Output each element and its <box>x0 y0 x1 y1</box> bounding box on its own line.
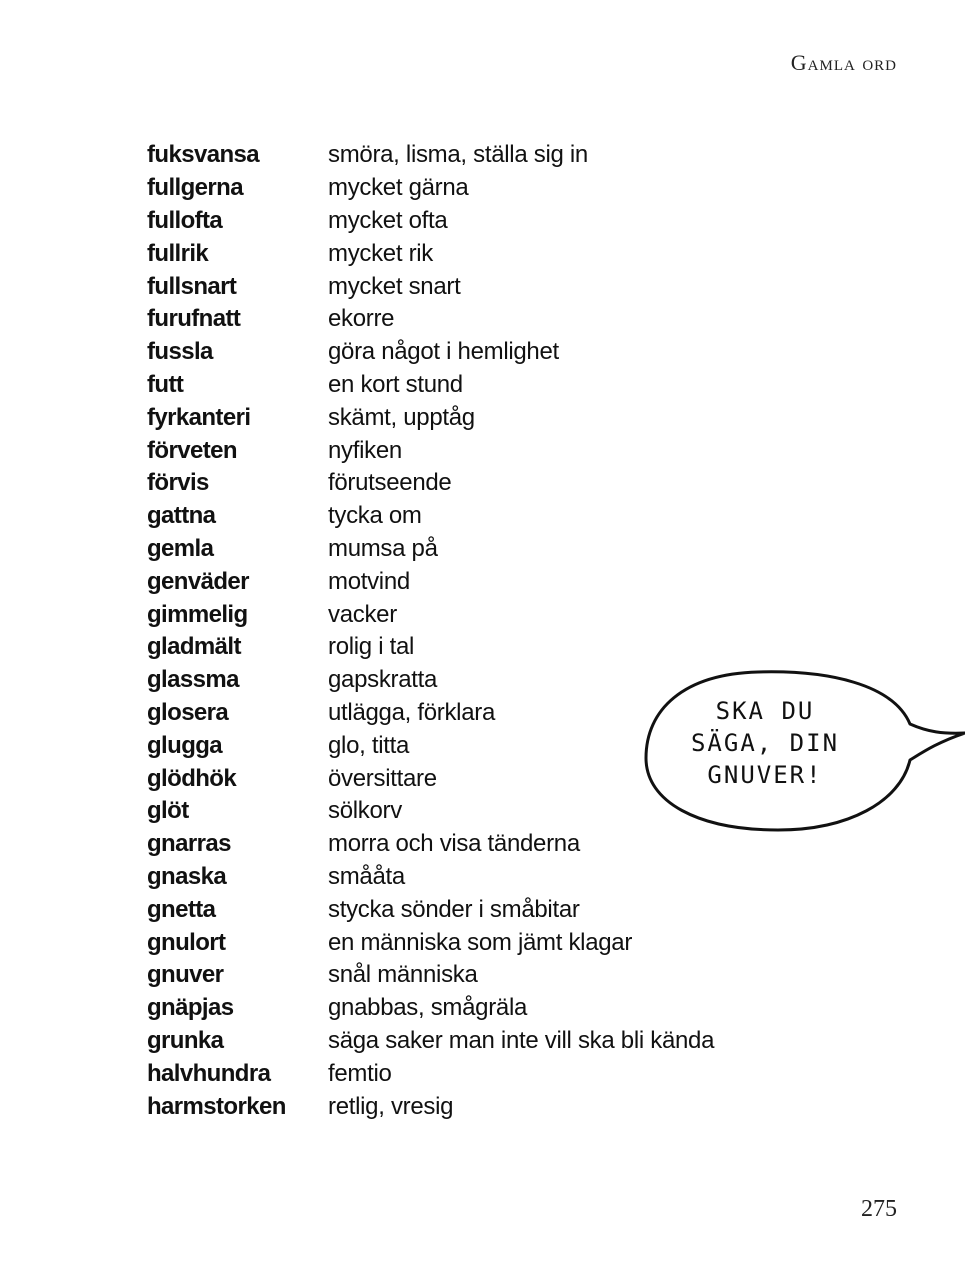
glossary-entry <box>147 1025 714 1058</box>
entry-term: fuksvansa <box>147 141 259 169</box>
entry-term: gnaska <box>147 862 227 890</box>
glossary-entry <box>147 172 714 205</box>
entry-term: gnäpjas <box>147 994 234 1022</box>
entry-term: genväder <box>147 567 249 595</box>
page-number: 275 <box>861 1196 897 1222</box>
glossary-entry <box>147 828 714 861</box>
entry-term: gnarras <box>147 830 231 858</box>
entry-definition: femtio <box>328 1059 392 1087</box>
entry-definition: mycket snart <box>328 272 461 300</box>
running-head-title: Gamla ord <box>790 50 897 75</box>
entry-definition: en människa som jämt klagar <box>328 928 633 956</box>
entry-definition: gapskratta <box>328 666 438 694</box>
entry-term: fussla <box>147 338 213 366</box>
entry-definition: glo, titta <box>328 731 410 759</box>
entry-definition: ekorre <box>328 305 395 333</box>
speech-bubble-line: SÄGA, DIN <box>690 729 840 757</box>
entry-definition: retlig, vresig <box>328 1092 454 1120</box>
glossary-entry <box>147 861 714 894</box>
entry-term: futt <box>147 370 184 398</box>
entry-definition: snål människa <box>328 961 478 989</box>
glossary-entry <box>147 565 714 598</box>
entry-term: halvhundra <box>147 1059 271 1087</box>
entry-term: fyrkanteri <box>147 403 251 431</box>
glossary-entry <box>147 369 714 402</box>
entry-definition: vacker <box>328 600 397 628</box>
glossary-entry <box>147 237 714 270</box>
entry-definition: mycket gärna <box>328 174 469 202</box>
entry-term: förvis <box>147 469 209 497</box>
glossary-entry <box>147 205 714 238</box>
entry-definition: stycka sönder i småbitar <box>328 895 580 923</box>
speech-bubble-text <box>660 695 870 791</box>
entry-definition: gnabbas, smågräla <box>328 994 528 1022</box>
glossary-entry <box>147 795 714 828</box>
glossary-entry <box>147 959 714 992</box>
glossary-entry <box>147 729 714 762</box>
glossary-entry <box>147 631 714 664</box>
speech-bubble-line: GNUVER! <box>707 761 823 789</box>
entry-term: gattna <box>147 502 216 530</box>
entry-term: furufnatt <box>147 305 241 333</box>
glossary-entry <box>147 336 714 369</box>
entry-definition: mycket ofta <box>328 206 448 234</box>
glossary-list <box>147 139 714 1123</box>
glossary-entry <box>147 303 714 336</box>
glossary-entry <box>147 598 714 631</box>
entry-term: gimmelig <box>147 600 248 628</box>
glossary-entry <box>147 926 714 959</box>
entry-definition: nyfiken <box>328 436 402 464</box>
entry-term: fullofta <box>147 206 223 234</box>
entry-term: gladmält <box>147 633 241 661</box>
entry-definition: en kort stund <box>328 370 463 398</box>
entry-term: fullgerna <box>147 174 243 202</box>
glossary-entry <box>147 401 714 434</box>
entry-term: gnuver <box>147 961 224 989</box>
entry-definition: säga saker man inte vill ska bli kända <box>328 1026 715 1054</box>
glossary-entry <box>147 762 714 795</box>
entry-definition: tycka om <box>328 502 422 530</box>
speech-bubble-line: SKA DU <box>715 697 815 725</box>
entry-term: gemla <box>147 534 214 562</box>
entry-term: fullsnart <box>147 272 237 300</box>
entry-term: glödhök <box>147 764 237 792</box>
entry-definition: morra och visa tänderna <box>328 830 580 858</box>
entry-term: glöt <box>147 797 189 825</box>
entry-term: glassma <box>147 666 239 694</box>
glossary-entry <box>147 893 714 926</box>
entry-definition: mumsa på <box>328 534 438 562</box>
glossary-entry <box>147 697 714 730</box>
glossary-entry <box>147 467 714 500</box>
entry-definition: motvind <box>328 567 410 595</box>
glossary-entry <box>147 1057 714 1090</box>
entry-term: glugga <box>147 731 223 759</box>
entry-term: förveten <box>147 436 237 464</box>
entry-definition: utlägga, förklara <box>328 698 496 726</box>
entry-definition: smöra, lisma, ställa sig in <box>328 141 588 169</box>
entry-definition: skämt, upptåg <box>328 403 475 431</box>
entry-definition: göra något i hemlighet <box>328 338 559 366</box>
entry-term: harmstorken <box>147 1092 286 1120</box>
glossary-entry <box>147 664 714 697</box>
entry-definition: översittare <box>328 764 437 792</box>
glossary-entry <box>147 1090 714 1123</box>
entry-definition: förutseende <box>328 469 452 497</box>
glossary-entry <box>147 434 714 467</box>
glossary-entry <box>147 500 714 533</box>
entry-term: glosera <box>147 698 229 726</box>
entry-term: fullrik <box>147 239 209 267</box>
entry-term: gnetta <box>147 895 216 923</box>
glossary-entry <box>147 992 714 1025</box>
entry-definition: mycket rik <box>328 239 434 267</box>
entry-term: grunka <box>147 1026 224 1054</box>
glossary-entry <box>147 139 714 172</box>
entry-definition: sölkorv <box>328 797 402 825</box>
entry-term: gnulort <box>147 928 226 956</box>
entry-definition: smååta <box>328 862 405 890</box>
glossary-entry <box>147 533 714 566</box>
glossary-entry <box>147 270 714 303</box>
entry-definition: rolig i tal <box>328 633 415 661</box>
